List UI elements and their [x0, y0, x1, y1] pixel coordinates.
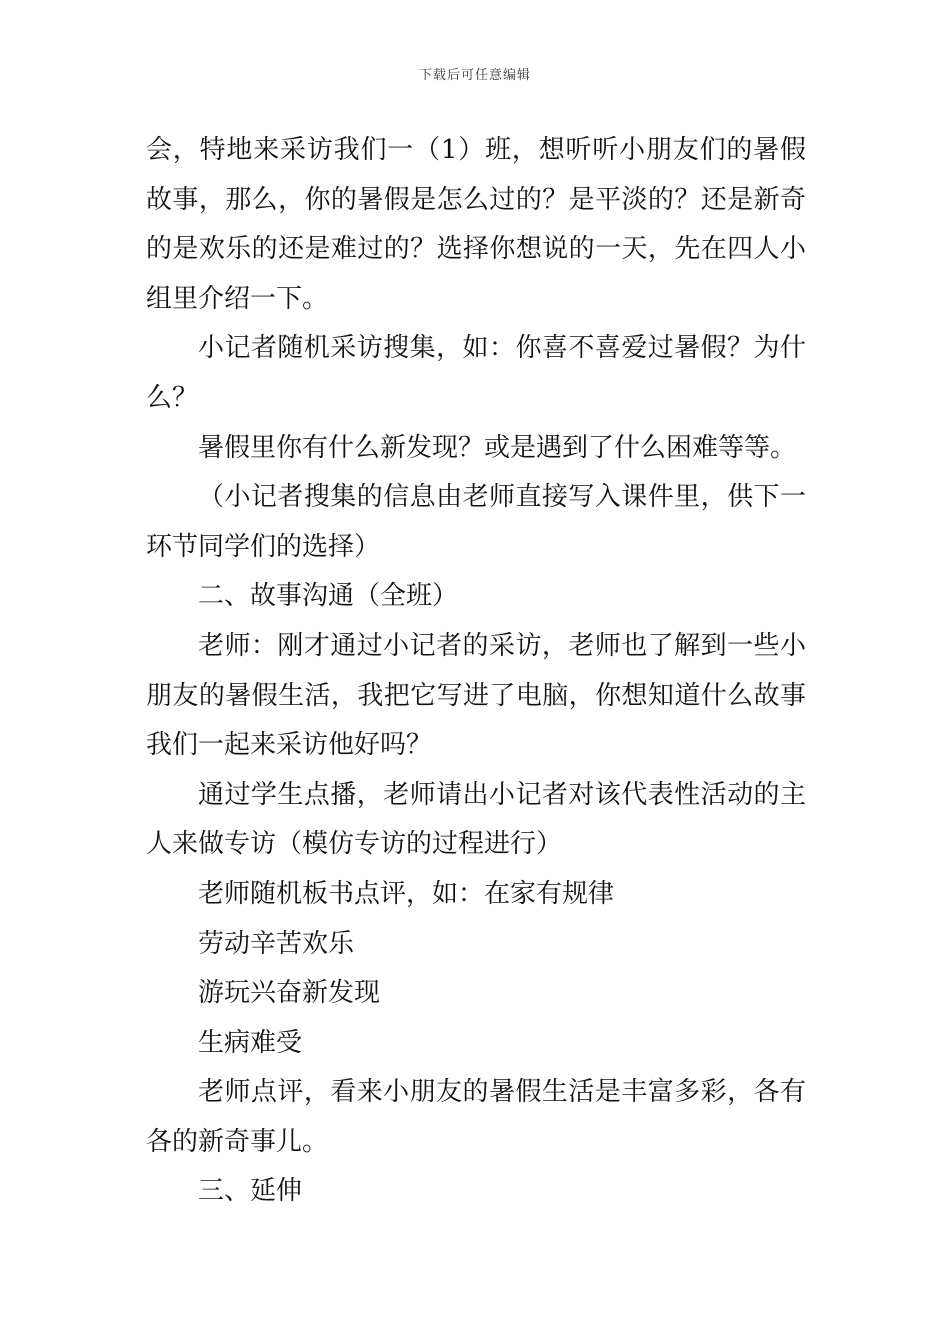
paragraph-new-discovery: 暑假里你有什么新发现？或是遇到了什么困难等等。	[198, 432, 797, 463]
paragraph-teacher-remark: 老师：刚才通过小记者的采访，老师也了解到一些小朋友的暑假生活，我把它写进了电脑，你想知道什么故事我们一起来采访他好吗？	[146, 630, 806, 761]
paragraph-intro-continuation: 会，特地来采访我们一（1）班，想听听小朋友们的暑假故事，那么，你的暑假是怎么过的？是平淡的？还是新奇的是欢乐的还是难过的？选择你想说的一天，先在四人小组里介绍一下。	[146, 135, 806, 314]
document-body	[146, 126, 806, 1217]
paragraph-reporter-interview: 小记者随机采访搜集，如：你喜不喜爱过暑假？为什么？	[146, 333, 806, 413]
paragraph-student-selection: 通过学生点播，老师请出小记者对该代表性活动的主人来做专访（模仿专访的过程进行）	[146, 779, 806, 860]
list-item-play: 游玩兴奋新发现	[198, 978, 381, 1009]
paragraph-teacher-summary: 老师点评，看来小朋友的暑假生活是丰富多彩，各有各的新奇事儿。	[146, 1077, 806, 1157]
paragraph-courseware-note: （小记者搜集的信息由老师直接写入课件里，供下一环节同学们的选择）	[146, 482, 806, 562]
page-header: 下载后可任意编辑	[418, 68, 531, 83]
paragraph-blackboard-comment: 老师随机板书点评，如：在家有规律	[198, 878, 615, 909]
list-item-illness: 生病难受	[198, 1027, 303, 1058]
list-item-labor: 劳动辛苦欢乐	[198, 928, 355, 959]
section-heading-extension: 三、延伸	[198, 1176, 303, 1207]
section-heading-story-communication: 二、故事沟通（全班）	[198, 581, 459, 612]
